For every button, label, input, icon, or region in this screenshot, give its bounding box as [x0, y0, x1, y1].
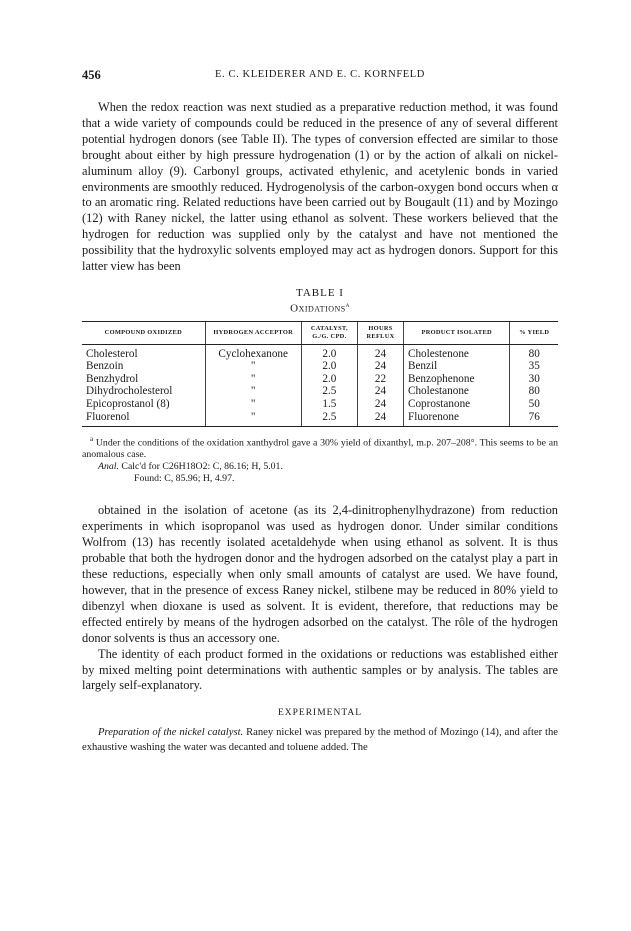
- analysis-line: Anal. Calc'd for C26H18O2: C, 86.16; H, 5.01.: [98, 461, 283, 473]
- table-cell: Benzoin: [86, 360, 124, 373]
- section-heading: EXPERIMENTAL: [277, 708, 363, 719]
- footnote-marker: a: [345, 300, 350, 309]
- column-header: HOURS REFLUX: [358, 321, 404, 344]
- found-line: Found: C, 85.96; H, 4.97.: [134, 473, 235, 485]
- table-row: [82, 385, 558, 398]
- table-cell: 2.5: [301, 411, 357, 427]
- table-cell: ": [205, 373, 301, 386]
- table-cell: 24: [358, 411, 404, 427]
- table-cell: Epicoprostanol (8): [86, 398, 170, 410]
- table-row: [82, 398, 558, 411]
- table-cell: 35: [510, 360, 558, 373]
- table-cell: 24: [358, 344, 404, 360]
- running-head-authors: E. C. KLEIDERER AND E. C. KORNFELD: [215, 69, 425, 80]
- table-cell: 76: [510, 411, 558, 427]
- table-footnotes: [82, 433, 558, 485]
- running-header: [82, 68, 558, 86]
- column-header: PRODUCT ISOLATED: [403, 321, 509, 344]
- table-cell: 80: [510, 344, 558, 360]
- table-row: [82, 373, 558, 386]
- table-cell: Dihydrocholesterol: [86, 385, 173, 398]
- table-cell: 24: [358, 398, 404, 411]
- table-cell: Cholestanone: [403, 385, 509, 398]
- table-cell: Coprostanone: [403, 398, 509, 411]
- run-in-title: Preparation of the nickel catalyst.: [98, 727, 244, 739]
- table-cell: Benzhydrol: [86, 372, 139, 385]
- experimental-paragraph: Preparation of the nickel catalyst. Raney nickel was prepared by the method of Mozingo (14), and after the exhaustive washing the water was decanted and toluene added. The: [82, 727, 559, 753]
- table-cell: 50: [510, 398, 558, 411]
- table-row: [82, 344, 558, 360]
- table-title: TABLE I: [296, 286, 344, 299]
- table-cell: 80: [510, 385, 558, 398]
- table-cell: Benzil: [403, 360, 509, 373]
- table-cell: ": [205, 385, 301, 398]
- table-cell: 22: [358, 373, 404, 386]
- table-cell: Cholesterol: [86, 347, 138, 360]
- table-cell: ": [205, 398, 301, 411]
- column-header: % YIELD: [510, 321, 558, 344]
- paragraph-3: The identity of each product formed in the oxidations or reductions was established either by mixed melting point determinations with authentic samples or by analysis. The tables are largely self-explanatory.: [82, 646, 558, 693]
- table-row: [82, 411, 558, 427]
- page: [82, 68, 558, 755]
- table-cell: 2.0: [301, 344, 357, 360]
- table-cell: 1.5: [301, 398, 357, 411]
- table-row: [82, 360, 558, 373]
- column-header: COMPOUND OXIDIZED: [82, 321, 205, 344]
- footnote-mark: a: [90, 435, 94, 444]
- table-cell: 24: [358, 385, 404, 398]
- column-header: CATALYST, G./G. CPD.: [301, 321, 357, 344]
- paragraph-2: obtained in the isolation of acetone (as its 2,4-dinitrophenylhydrazone) from reduction experiments in which isopropanol was used as hydrogen donor. Under similar conditions Wolfrom (13) has recently isolated acetaldehyde when using ethanol as solvent. It is thus probable that both the hydrogen donor and the hydrogen adsorbed on the catalyst play a part in these reductions, especially when only small amounts of catalyst are used. We have found, however, that in the presence of excess Raney nickel, stilbene may be reduced in 80% yield to dibenzyl when dioxane is used as solvent. It is evident, therefore, that reductions may be effected entirely by means of the hydrogen adsorbed on the catalyst. The rôle of the hydrogen donor solvents is thus an accessory one.: [82, 503, 558, 645]
- table-cell: 2.0: [301, 373, 357, 386]
- footnote: $^a$ Under the conditions of the oxidation xanthydrol gave a 30% yield of dixanthyl, m.p. 207–208°. This seems to be an anomalous case.: [82, 435, 558, 461]
- table-subtitle: Oxidations$^a$: [290, 300, 350, 315]
- paragraph-1: When the redox reaction was next studied as a preparative reduction method, it was found that a wide variety of compounds could be reduced in the presence of any of several different potential hydrogen donors (see Table II). The types of conversion effected are similar to those brought about either by high pressure hydrogenation (1) or by the action of alkali on nickel-aluminum alloy (9). Carbonyl groups, activated ethylenic, and acetylenic bonds in varied environments are smoothly reduced. Hydrogenolysis of the carbon-oxygen bond occurs when α to an aromatic ring. Related reductions have been carried out by Bougault (11) and by Mozingo (12) with Raney nickel, the latter using ethanol as solvent. These workers believed that the hydrogen for reduction was supplied only by the catalyst and have not mentioned the possibility that the hydroxylic solvents employed may act as hydrogen donors. Support for this latter view has been: [82, 100, 558, 274]
- oxidations-table: [82, 321, 558, 428]
- table-header-row: [82, 321, 558, 344]
- column-header: HYDROGEN ACCEPTOR: [205, 321, 301, 344]
- table-cell: 30: [510, 373, 558, 386]
- table-cell: Benzophenone: [403, 373, 509, 386]
- table-cell: Fluorenone: [403, 411, 509, 427]
- table-cell: Fluorenol: [82, 411, 205, 427]
- page-number: 456: [82, 68, 101, 82]
- table-cell: Cholestenone: [403, 344, 509, 360]
- table-cell: ": [205, 360, 301, 373]
- analysis-label: Anal.: [98, 461, 119, 473]
- table-cell: ": [205, 411, 301, 427]
- table-cell: 2.5: [301, 385, 357, 398]
- table-cell: 24: [358, 360, 404, 373]
- table-cell: Cyclohexanone: [205, 344, 301, 360]
- table-cell: 2.0: [301, 360, 357, 373]
